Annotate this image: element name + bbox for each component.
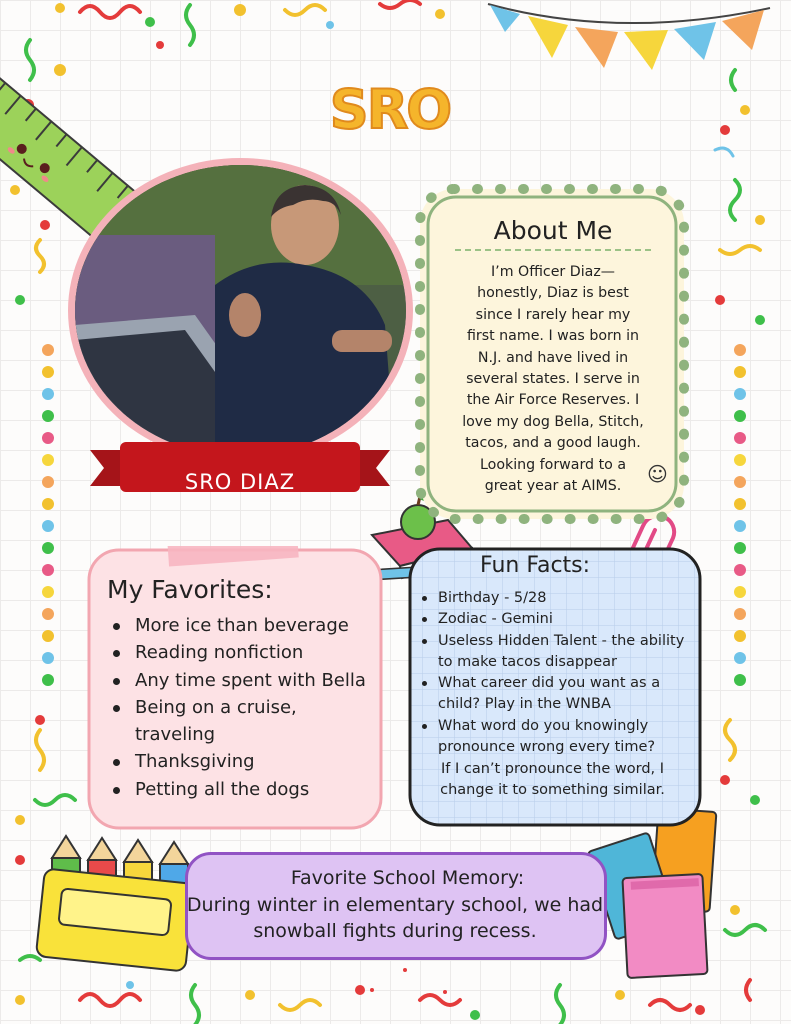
list-item: Useless Hidden Talent - the ability to make tacos disappear — [418, 631, 693, 674]
confetti-dot — [42, 652, 54, 664]
about-line: first name. I was born in — [466, 328, 640, 345]
confetti-dot — [734, 652, 746, 664]
about-me-title: About Me — [455, 216, 651, 251]
about-line: N.J. and have lived in — [477, 349, 629, 366]
about-line: love my dog Bella, Stitch, — [462, 413, 644, 430]
confetti-dot — [734, 388, 746, 400]
list-item: Being on a cruise, traveling — [110, 694, 375, 749]
about-line: tacos, and a good laugh. — [465, 435, 641, 452]
list-item: Zodiac - Gemini — [418, 609, 693, 630]
about-me-body — [446, 262, 660, 497]
list-item: What career did you want as a child? Play in the WNBA — [418, 673, 693, 716]
confetti-dot — [734, 586, 746, 598]
confetti-dot — [42, 542, 54, 554]
confetti-dot — [42, 630, 54, 642]
list-item: What word do you knowingly pronounce wrong every time? — [418, 716, 693, 759]
list-item: Thanksgiving — [110, 748, 375, 775]
profile-photo-frame — [68, 158, 413, 463]
confetti-dot — [42, 388, 54, 400]
confetti-dot — [734, 608, 746, 620]
confetti-dot — [734, 476, 746, 488]
list-item: Petting all the dogs — [110, 776, 375, 803]
about-line: Looking forward to a — [479, 456, 627, 473]
memory-title: Favorite School Memory: — [290, 867, 525, 889]
confetti-dot — [42, 608, 54, 620]
confetti-dot — [734, 564, 746, 576]
confetti-dot — [734, 542, 746, 554]
confetti-dot — [42, 410, 54, 422]
confetti-dot — [42, 564, 54, 576]
list-item: Birthday - 5/28 — [418, 588, 693, 609]
fun-facts-title: Fun Facts: — [480, 553, 591, 578]
confetti-dot — [734, 498, 746, 510]
confetti-dot — [734, 344, 746, 356]
officer-photo-illustration — [75, 165, 406, 456]
confetti-dot — [42, 476, 54, 488]
bunting-decoration — [488, 4, 770, 70]
confetti-dot — [42, 432, 54, 444]
confetti-dot — [42, 344, 54, 356]
confetti-dot — [734, 630, 746, 642]
name-banner-text: SRO DIAZ — [184, 470, 296, 494]
about-line: several states. I serve in — [466, 371, 640, 388]
confetti-dot — [734, 432, 746, 444]
memory-body: During winter in elementary school, we had snowball fights during recess. — [186, 894, 604, 942]
confetti-dot — [42, 454, 54, 466]
confetti-dot — [734, 454, 746, 466]
pencil-box-decoration — [36, 836, 194, 972]
profile-photo — [75, 165, 406, 456]
about-line: since I rarely hear my — [475, 306, 631, 323]
confetti-dot — [42, 674, 54, 686]
page-title: SRO — [329, 78, 451, 141]
about-line: honestly, Diaz is best — [477, 285, 629, 302]
favorites-title: My Favorites: — [107, 575, 273, 604]
list-item: More ice than beverage — [110, 612, 375, 639]
fun-facts-list — [418, 588, 693, 758]
favorites-list — [110, 612, 375, 803]
about-line: I’m Officer Diaz— — [491, 264, 615, 280]
confetti-dot — [734, 410, 746, 422]
confetti-dot — [42, 366, 54, 378]
confetti-dot — [734, 366, 746, 378]
confetti-dot — [42, 520, 54, 532]
confetti-dot — [734, 520, 746, 532]
about-line: great year at AIMS. — [484, 478, 622, 495]
smiley-icon: ☺ — [647, 462, 668, 486]
confetti-dot — [42, 586, 54, 598]
fun-facts-extra: If I can’t pronounce the word, I change it to something similar. — [440, 761, 665, 799]
list-item: Any time spent with Bella — [110, 667, 375, 694]
list-item: Reading nonfiction — [110, 639, 375, 666]
about-line: the Air Force Reserves. I — [466, 392, 640, 409]
confetti-dot — [42, 498, 54, 510]
confetti-dot — [734, 674, 746, 686]
